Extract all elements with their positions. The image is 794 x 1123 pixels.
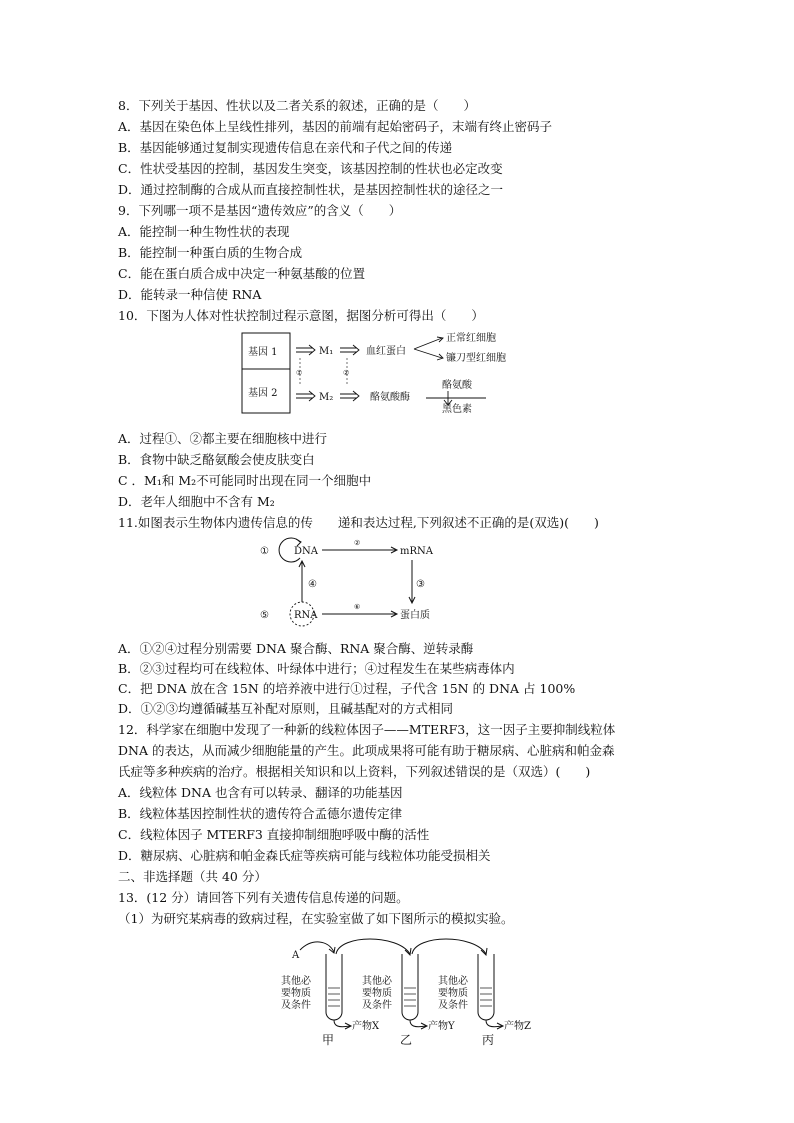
protein-label: 蛋白质 [400,610,430,621]
q10-option-a: A．过程①、②都主要在细胞核中进行 [118,431,328,446]
n5-label: ⑤ [260,610,269,621]
product-y-label: 产物Y [428,1021,455,1032]
gene1-label: 基因 1 [248,347,278,358]
q13-figure [278,932,568,1050]
sickle-rbc-label: 镰刀型红细胞 [446,353,506,364]
m2-label: M₂ [319,392,334,403]
q8-option-c: C．性状受基因的控制，基因发生突变，该基因控制的性状也必定改变 [118,161,503,176]
q9-option-c: C．能在蛋白质合成中决定一种氨基酸的位置 [118,266,366,281]
tyrosinase-label: 酪氨酸酶 [370,392,410,403]
q11-option-b: B．②③过程均可在线粒体、叶绿体中进行；④过程发生在某些病毒体内 [118,661,515,676]
input-a-label: A [292,950,300,961]
q12-stem-line3: 氏症等多种疾病的治疗。根据相关知识和以上资料，下列叙述错误的是（双选）( ) [118,764,591,779]
q11-option-a: A．①②④过程分别需要 DNA 聚合酶、RNA 聚合酶、逆转录酶 [118,641,474,656]
q11-stem: 11.如图表示生物体内遗传信息的传 递和表达过程,下列叙述不正确的是(双选)( ) [118,515,599,530]
tube1-cond-line3: 及条件 [281,1000,311,1011]
arrow-m2-tyrosinase [340,391,359,401]
tube2-label: 乙 [400,1033,413,1047]
hemoglobin-label: 血红蛋白 [366,346,406,357]
tube3-cond-line2: 要物质 [438,988,468,999]
q12-stem-line2: DNA 的表达，从而减少细胞能量的产生。此项成果将可能有助于糖尿病、心脏病和帕金森 [118,743,615,758]
q12-stem-line1: 12．科学家在细胞中发现了一种新的线粒体因子——MTERF3，这一因子主要抑制线粒体 [118,722,616,737]
tube2-cond-line1: 其他必 [362,976,392,987]
q10-figure [236,328,526,418]
tube3-cond-line3: 及条件 [438,1000,468,1011]
q12-option-b: B．线粒体基因控制性状的遗传符合孟德尔遗传定律 [118,806,403,821]
q11-figure [256,532,476,628]
q10-option-c: C ．M₁和 M₂不可能同时出现在同一个细胞中 [118,473,372,488]
q9-option-b: B．能控制一种蛋白质的生物合成 [118,245,303,260]
q10-option-b: B．食物中缺乏酪氨酸会使皮肤变白 [118,452,315,467]
q13-sub1: （1）为研究某病毒的致病过程，在实验室做了如下图所示的模拟实验。 [118,911,514,926]
dna-label: DNA [294,546,318,557]
tube2-cond-line2: 要物质 [362,988,392,999]
tube2-cond-line3: 及条件 [362,1000,392,1011]
n2-label: ② [354,539,361,547]
q12-option-d: D．糖尿病、心脏病和帕金森氏症等疾病可能与线粒体功能受损相关 [118,848,491,863]
m1-label: M₁ [319,346,334,357]
process2-label: ② [343,369,350,377]
tube-yi [402,954,418,1020]
product-z-label: 产物Z [504,1021,531,1032]
q9-option-a: A．能控制一种生物性状的表现 [118,224,290,239]
rna-label: RNA [294,610,318,621]
q11-option-c: C．把 DNA 放在含 15N 的培养液中进行①过程，子代含 15N 的 DNA 占 100% [118,681,576,696]
q9-option-d: D．能转录一种信使 RNA [118,287,262,302]
tube3-cond-line1: 其他必 [438,976,468,987]
tube3-label: 丙 [482,1033,495,1047]
q9-stem: 9．下列哪一项不是基因“遗传效应”的含义（ ） [118,203,402,218]
tyrosine-label: 酪氨酸 [442,380,472,391]
tube1-cond-line2: 要物质 [281,988,311,999]
arrow-gene2-m2 [296,391,315,401]
n1-label: ① [260,546,269,557]
product-x-label: 产物X [352,1021,380,1032]
n6-label: ⑥ [354,603,361,611]
arrow-gene1-m1 [296,345,315,355]
q8-option-b: B．基因能够通过复制实现遗传信息在亲代和子代之间的传递 [118,140,453,155]
q8-stem: 8．下列关于基因、性状以及二者关系的叙述，正确的是（ ） [118,98,476,113]
q12-option-a: A．线粒体 DNA 也含有可以转录、翻译的功能基因 [118,785,403,800]
tube1-label: 甲 [322,1033,335,1047]
mrna-label: mRNA [400,546,433,557]
melanin-label: 黑色素 [442,404,472,415]
q8-option-d: D．通过控制酶的合成从而直接控制性状，是基因控制性状的途径之一 [118,182,504,197]
arrow-m1-hemoglobin [340,345,359,355]
q11-option-d: D．①②③均遵循碱基互补配对原则，且碱基配对的方式相同 [118,701,454,716]
q8-option-a: A．基因在染色体上呈线性排列，基因的前端有起始密码子，末端有终止密码子 [118,119,553,134]
n3-label: ③ [416,579,425,590]
q12-option-c: C．线粒体因子 MTERF3 直接抑制细胞呼吸中酶的活性 [118,827,430,842]
q13-stem: 13．(12 分）请回答下列有关遗传信息传递的问题。 [118,890,409,905]
process1-label: ① [296,369,303,377]
tube-bing [478,954,494,1020]
tube-jia [326,954,342,1020]
q10-option-d: D．老年人细胞中不含有 M₂ [118,494,275,509]
section2-heading: 二、非选择题（共 40 分） [118,869,267,884]
tube1-cond-line1: 其他必 [281,976,311,987]
n4-label: ④ [308,579,317,590]
q10-stem: 10．下图为人体对性状控制过程示意图，据图分析可得出（ ） [118,308,484,323]
gene2-label: 基因 2 [248,388,278,399]
normal-rbc-label: 正常红细胞 [446,333,496,344]
